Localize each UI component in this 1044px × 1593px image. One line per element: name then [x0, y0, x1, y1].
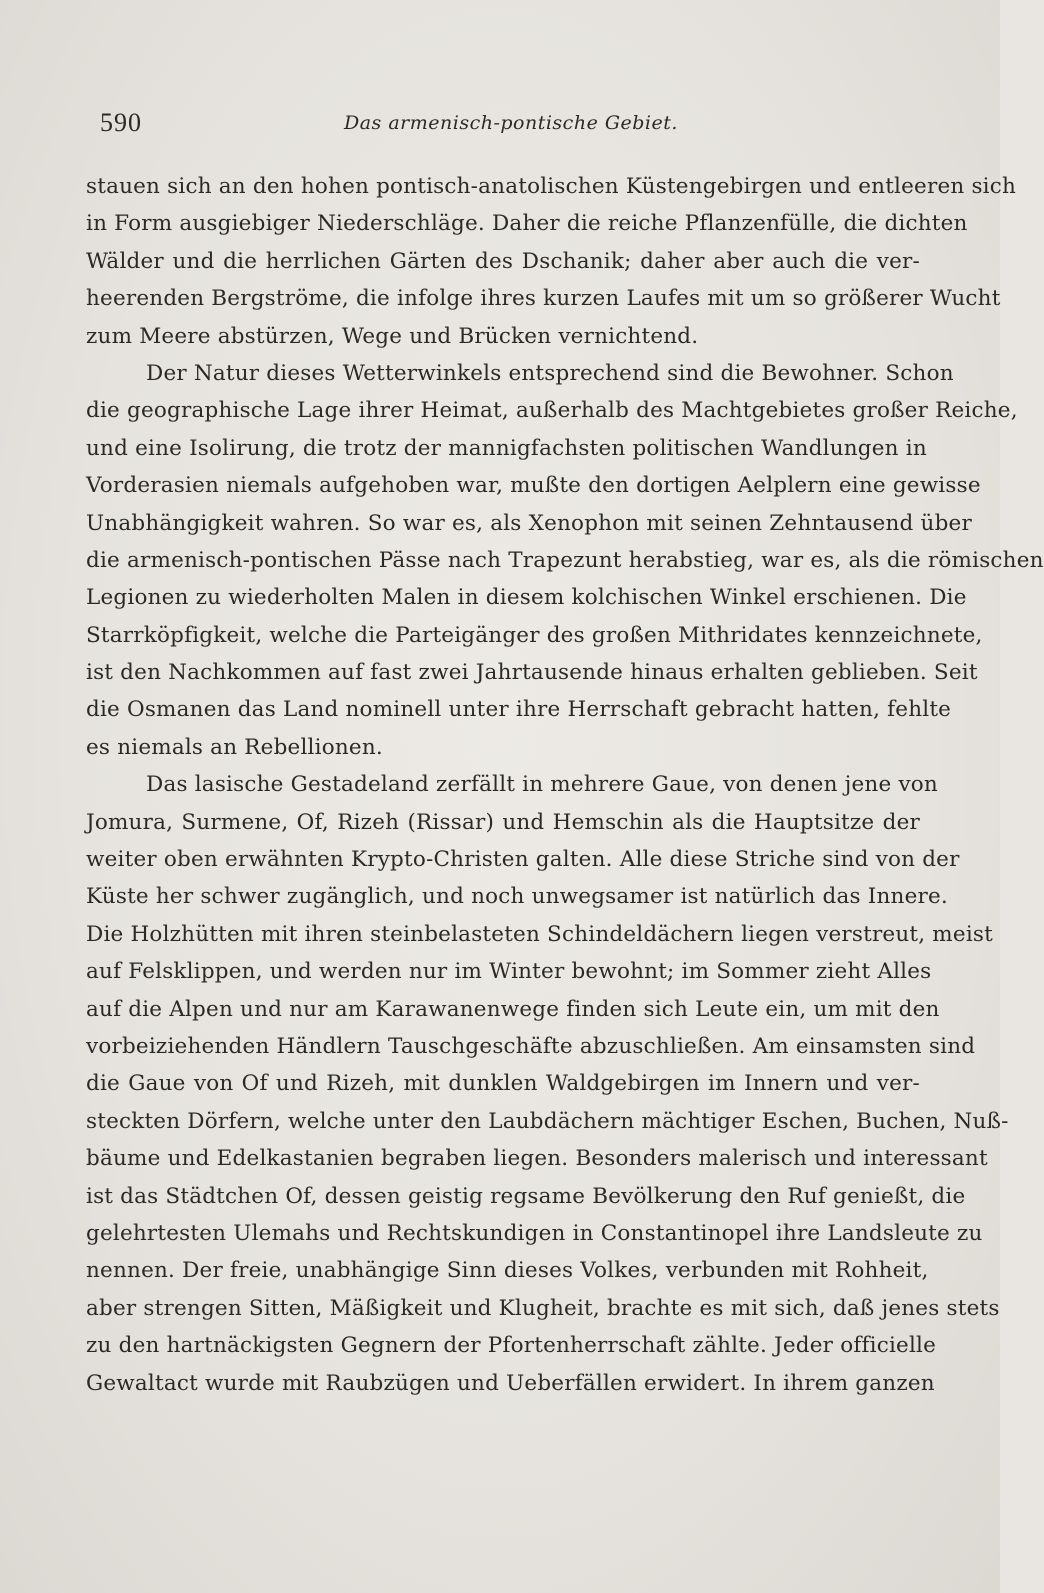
- text-line: aber strengen Sitten, Mäßigkeit und Klugheit, brachte es mit sich, daß jenes stets: [86, 1295, 1000, 1321]
- text-line: die armenisch-pontischen Pässe nach Trapezunt herabstieg, war es, als die römischen: [86, 547, 1044, 573]
- text-line: nennen. Der freie, unabhängige Sinn dieses Volkes, verbunden mit Rohheit,: [86, 1258, 929, 1284]
- text-line: Unabhängigkeit wahren. So war es, als Xenophon mit seinen Zehntausend über: [86, 510, 972, 536]
- text-line: auf die Alpen und nur am Karawanenwege finden sich Leute ein, um mit den: [86, 996, 940, 1022]
- text-line: gelehrtesten Ulemahs und Rechtskundigen in Constantinopel ihre Landsleute zu: [86, 1220, 983, 1246]
- text-line: Das lasische Gestadeland zerfällt in mehrere Gaue, von denen jene von: [146, 772, 938, 798]
- text-line: Gewaltact wurde mit Raubzügen und Ueberfällen erwidert. In ihrem ganzen: [86, 1370, 935, 1396]
- text-line: stauen sich an den hohen pontisch-anatolischen Küstengebirgen und entleeren sich: [86, 174, 1017, 199]
- text-line: es niemals an Rebellionen.: [86, 734, 383, 760]
- text-line: Der Natur dieses Wetterwinkels entsprechend sind die Bewohner. Schon: [146, 360, 954, 386]
- text-line: Starrköpfigkeit, welche die Parteigänger des großen Mithridates kennzeichnete,: [86, 622, 983, 648]
- text-line: steckten Dörfern, welche unter den Laubdächern mächtiger Eschen, Buchen, Nuß-: [86, 1108, 1009, 1134]
- text-line: und eine Isolirung, die trotz der mannigfachsten politischen Wandlungen in: [86, 435, 927, 461]
- text-line: Vorderasien niemals aufgehoben war, mußte den dortigen Aelplern eine gewisse: [86, 473, 981, 499]
- text-line: heerenden Bergströme, die infolge ihres kurzen Laufes mit um so größerer Wucht: [86, 286, 1001, 312]
- text-line: auf Felsklippen, und werden nur im Winter bewohnt; im Sommer zieht Alles: [86, 959, 932, 985]
- text-line: die Gaue von Of und Rizeh, mit dunklen Waldgebirgen im Innern und ver-: [86, 1071, 920, 1097]
- text-line: in Form ausgiebiger Niederschläge. Daher die reiche Pflanzenfülle, die dichten: [86, 211, 968, 237]
- text-line: die Osmanen das Land nominell unter ihre Herrschaft gebracht hatten, fehlte: [86, 697, 952, 723]
- text-line: Die Holzhütten mit ihren steinbelasteten Schindeldächern liegen verstreut, meist: [86, 921, 993, 947]
- text-line: weiter oben erwähnten Krypto-Christen galten. Alle diese Striche sind von der: [86, 847, 960, 873]
- text-line: vorbeiziehenden Händlern Tauschgeschäfte abzuschließen. Am einsamsten sind: [86, 1033, 976, 1059]
- page-header: [100, 108, 678, 148]
- body-text: [86, 168, 1044, 1402]
- text-line: bäume und Edelkastanien begraben liegen. Besonders malerisch und interessant: [86, 1146, 988, 1172]
- page-number: 590: [100, 108, 142, 137]
- text-line: ist den Nachkommen auf fast zwei Jahrtausende hinaus erhalten geblieben. Seit: [86, 660, 978, 686]
- running-title: Das armenisch-pontische Gebiet.: [344, 112, 678, 134]
- text-line: zu den hartnäckigsten Gegnern der Pfortenherrschaft zählte. Jeder officielle: [86, 1333, 937, 1359]
- text-line: ist das Städtchen Of, dessen geistig regsame Bevölkerung den Ruf genießt, die: [86, 1183, 966, 1209]
- text-line: zum Meere abstürzen, Wege und Brücken vernichtend.: [86, 323, 699, 349]
- text-line: Jomura, Surmene, Of, Rizeh (Rissar) und Hemschin als die Hauptsitze der: [86, 809, 920, 835]
- text-line: Küste her schwer zugänglich, und noch unwegsamer ist natürlich das Innere.: [86, 884, 948, 910]
- text-line: Legionen zu wiederholten Malen in diesem kolchischen Winkel erschienen. Die: [86, 585, 967, 611]
- text-line: Wälder und die herrlichen Gärten des Dschanik; daher aber auch die ver-: [86, 248, 920, 274]
- text-line: die geographische Lage ihrer Heimat, außerhalb des Machtgebietes großer Reiche,: [86, 398, 1018, 424]
